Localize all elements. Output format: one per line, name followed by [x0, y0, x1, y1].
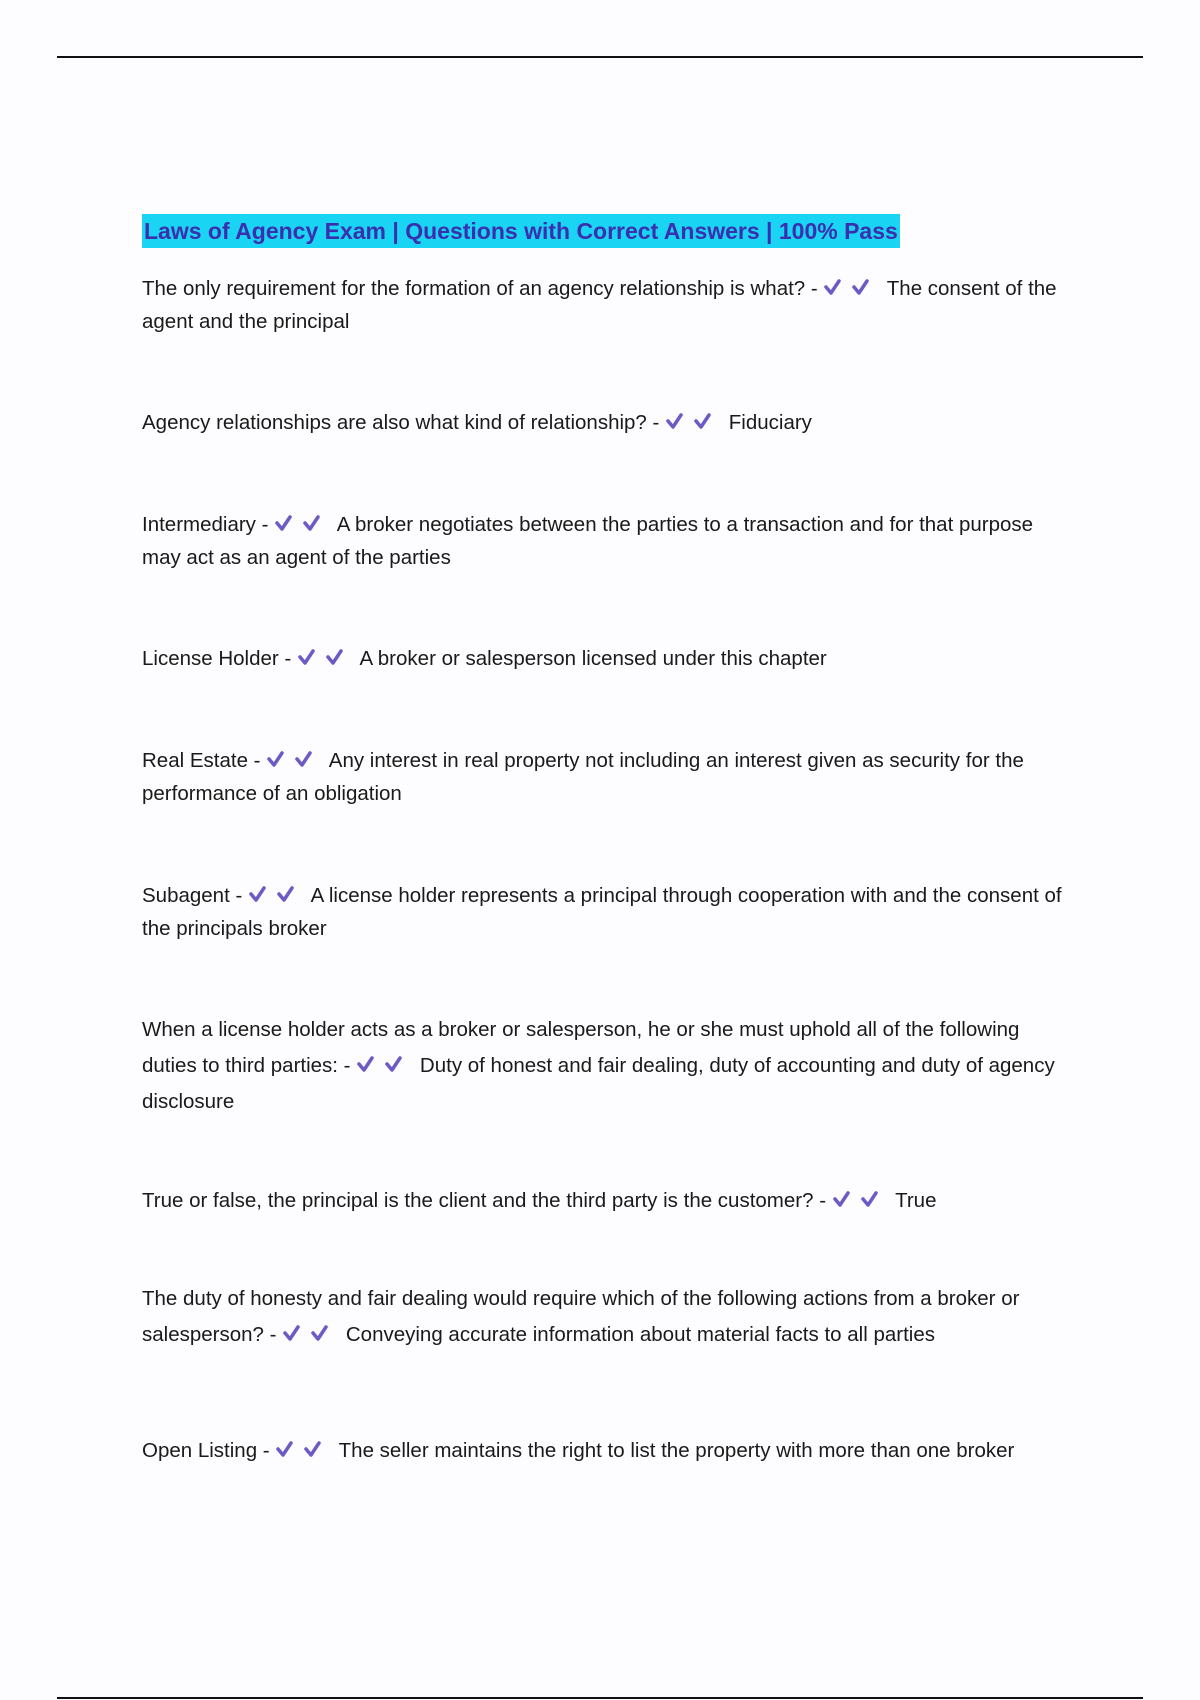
- qa-item: [142, 1281, 1072, 1353]
- double-check-icon: [666, 410, 722, 432]
- question-text: The duty of honesty and fair dealing would require which of the following actions from a broker or salesperson? -: [142, 1287, 1020, 1346]
- question-text: Agency relationships are also what kind of relationship? -: [142, 411, 660, 434]
- qa-item: [142, 1434, 1072, 1467]
- qa-item: [142, 879, 1072, 945]
- qa-item: [142, 1184, 1072, 1217]
- answer-text: Any interest in real property not including an interest given as security for the performance of an obligation: [142, 749, 1024, 805]
- question-text: When a license holder acts as a broker or salesperson, he or she must uphold all of the following duties to third parties: -: [142, 1018, 1020, 1077]
- double-check-icon: [298, 646, 354, 668]
- question-text: License Holder -: [142, 647, 292, 670]
- answer-text: A broker or salesperson licensed under this chapter: [359, 647, 827, 670]
- double-check-icon: [824, 276, 880, 298]
- answer-text: The consent of the agent and the principal: [142, 277, 1057, 333]
- qa-item: [142, 1012, 1072, 1120]
- qa-item: [142, 406, 1072, 439]
- question-text: True or false, the principal is the client and the third party is the customer? -: [142, 1189, 827, 1212]
- double-check-icon: [267, 748, 323, 770]
- question-text: Real Estate -: [142, 749, 261, 772]
- answer-text: A broker negotiates between the parties to a transaction and for that purpose may act as an agent of the parties: [142, 513, 1034, 569]
- top-rule: [57, 56, 1143, 58]
- double-check-icon: [283, 1322, 339, 1344]
- question-text: The only requirement for the formation of an agency relationship is what? -: [142, 277, 818, 300]
- qa-item: [142, 642, 1072, 675]
- answer-text: A license holder represents a principal through cooperation with and the consent of the principals broker: [142, 884, 1062, 940]
- double-check-icon: [833, 1188, 889, 1210]
- bottom-rule: [57, 1697, 1143, 1699]
- qa-item: [142, 508, 1072, 574]
- document-title: Laws of Agency Exam | Questions with Correct Answers | 100% Pass: [142, 214, 900, 248]
- answer-text: Fiduciary: [728, 411, 812, 434]
- double-check-icon: [276, 1438, 332, 1460]
- double-check-icon: [357, 1053, 413, 1075]
- answer-text: True: [895, 1189, 937, 1212]
- qa-item: [142, 272, 1072, 338]
- question-text: Intermediary -: [142, 513, 269, 536]
- double-check-icon: [275, 512, 331, 534]
- qa-item: [142, 744, 1072, 810]
- answer-text: The seller maintains the right to list the property with more than one broker: [338, 1439, 1015, 1462]
- answer-text: Duty of honest and fair dealing, duty of accounting and duty of agency disclosure: [142, 1054, 1055, 1113]
- answer-text: Conveying accurate information about material facts to all parties: [345, 1323, 935, 1346]
- document-body: [142, 214, 1072, 1462]
- double-check-icon: [249, 883, 305, 905]
- question-text: Subagent -: [142, 884, 243, 907]
- question-text: Open Listing -: [142, 1439, 270, 1462]
